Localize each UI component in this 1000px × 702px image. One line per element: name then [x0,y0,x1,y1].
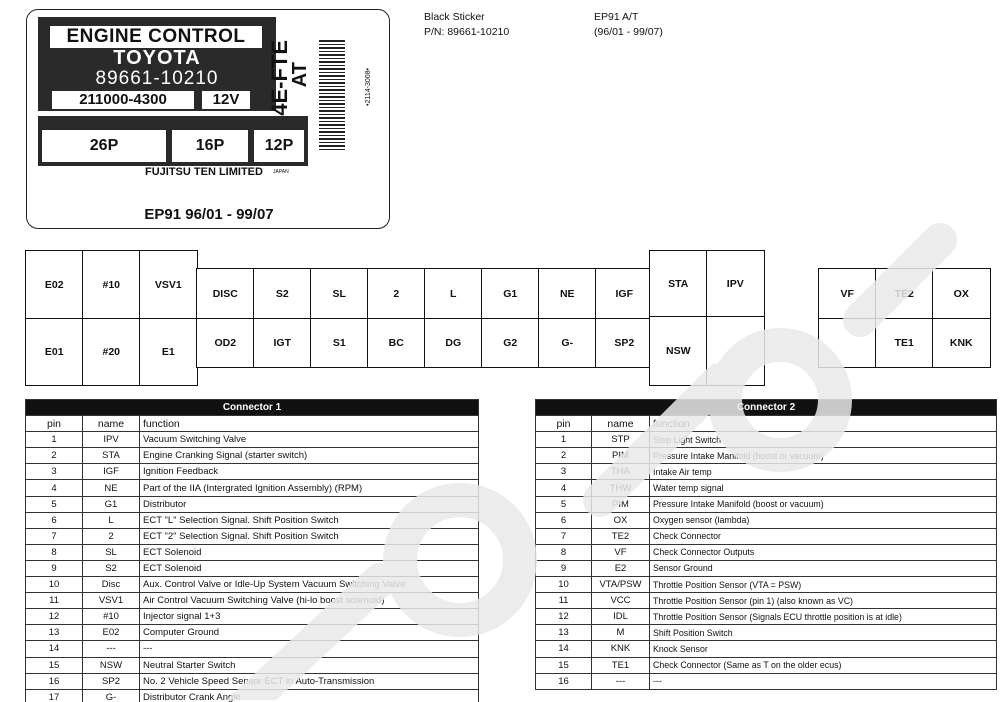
cell-pin: 11 [536,593,592,609]
table-row [536,512,997,528]
info-model: EP91 A/T [594,11,639,23]
cell-pin: 14 [536,641,592,657]
pin-cell: E1 [139,318,198,386]
pin-cell: G1 [481,268,540,320]
pin-cell: IPV [706,250,765,318]
cell-name: G- [83,689,140,702]
cell-name: L [83,512,140,528]
cell-name: VCC [592,593,650,609]
cell-function: Stop Light Switch [650,432,997,448]
cell-name: NE [83,480,140,496]
info-left [424,10,509,40]
cell-name: STA [83,448,140,464]
sticker-maker: FUJITSU TEN LIMITED [145,166,263,178]
pin-cell: S1 [310,318,369,368]
cell-name: IDL [592,609,650,625]
cell-name: THA [592,464,650,480]
table-row [26,480,479,496]
pin-cell: E01 [25,318,84,386]
pin-cell: TE1 [875,318,934,368]
cell-function: Check Connector Outputs [650,544,997,560]
cell-name: --- [83,641,140,657]
pin-cell: DISC [196,268,255,320]
cell-pin: 7 [536,528,592,544]
cell-function: --- [140,641,479,657]
cell-pin: 7 [26,528,83,544]
cell-function: Pressure Intake Manifold (boost or vacuum) [650,496,997,512]
cell-pin: 16 [536,673,592,689]
cell-pin: 12 [26,609,83,625]
cell-function: Throttle Position Sensor (pin 1) (also known as VC) [650,593,997,609]
table-row [536,625,997,641]
cell-name: SP2 [83,673,140,689]
info-years: (96/01 - 99/07) [594,26,663,38]
column-header-name: name [83,416,140,432]
cell-pin: 6 [536,512,592,528]
pin-cell: STA [649,250,708,318]
cell-function: ECT Solenoid [140,544,479,560]
cell-name: VF [592,544,650,560]
table-row [536,560,997,576]
column-header-name: name [592,416,650,432]
cell-function: No. 2 Vehicle Speed Sensor ECT in Auto-Transmission [140,673,479,689]
cell-pin: 10 [26,577,83,593]
info-part-number: P/N: 89661-10210 [424,26,510,38]
cell-name: TE1 [592,657,650,673]
sticker-connector-12p: 12P [254,130,304,162]
sticker-engine-control: ENGINE CONTROL [50,26,262,48]
pin-cell: VSV1 [139,250,198,320]
cell-name: --- [592,673,650,689]
pin-cell: KNK [932,318,991,368]
cell-name: Disc [83,577,140,593]
table-row [26,689,479,702]
cell-name: VTA/PSW [592,577,650,593]
cell-pin: 4 [26,480,83,496]
table-row [536,480,997,496]
table-row [26,577,479,593]
column-header-pin: pin [536,416,592,432]
cell-function: Shift Position Switch [650,625,997,641]
cell-name: STP [592,432,650,448]
cell-name: TE2 [592,528,650,544]
pin-cell: VF [818,268,877,320]
table-row [26,496,479,512]
cell-function: Aux. Control Valve or Idle-Up System Vacuum Switching Valve [140,577,479,593]
sticker-connector-block [38,116,308,166]
cell-function: Distributor [140,496,479,512]
cell-name: PIM [592,496,650,512]
column-header-function: function [140,416,479,432]
cell-pin: 2 [26,448,83,464]
table-row [536,448,997,464]
table-row [26,673,479,689]
cell-pin: 17 [26,689,83,702]
cell-pin: 10 [536,577,592,593]
pin-cell [706,316,765,386]
pin-cell: G2 [481,318,540,368]
cell-function: Check Connector (Same as T on the older ecus) [650,657,997,673]
cell-function: Part of the IIA (Intergrated Ignition Assembly) (RPM) [140,480,479,496]
table-row [536,577,997,593]
pin-cell: NE [538,268,597,320]
cell-function: ECT "L" Selection Signal. Shift Position Switch [140,512,479,528]
pin-cell: BC [367,318,426,368]
sticker-connector-16p: 16P [172,130,248,162]
cell-pin: 13 [536,625,592,641]
cell-pin: 1 [26,432,83,448]
table-row [26,609,479,625]
cell-pin: 9 [536,560,592,576]
table-row [536,609,997,625]
cell-pin: 13 [26,625,83,641]
cell-name: VSV1 [83,593,140,609]
sticker-brand: TOYOTA [113,47,201,69]
sticker-trans: AT [289,62,311,88]
cell-function: Engine Cranking Signal (starter switch) [140,448,479,464]
cell-function: Throttle Position Sensor (Signals ECU throttle position is at idle) [650,609,997,625]
pin-cell: S2 [253,268,312,320]
cell-function: Oxygen sensor (lambda) [650,512,997,528]
table-row [536,432,997,448]
cell-pin: 12 [536,609,592,625]
cell-pin: 8 [536,544,592,560]
cell-name: KNK [592,641,650,657]
table-row [26,448,479,464]
cell-name: M [592,625,650,641]
cell-name: PIM [592,448,650,464]
cell-pin: 3 [536,464,592,480]
cell-name: E2 [592,560,650,576]
cell-name: E02 [83,625,140,641]
cell-pin: 1 [536,432,592,448]
cell-name: OX [592,512,650,528]
pin-cell: #20 [82,318,141,386]
cell-function: --- [650,673,997,689]
table-row [26,544,479,560]
sticker-voltage: 12V [202,91,250,109]
cell-name: #10 [83,609,140,625]
table-row [536,544,997,560]
cell-function: Throttle Position Sensor (VTA = PSW) [650,577,997,593]
cell-name: SL [83,544,140,560]
pin-cell: NSW [649,316,708,386]
cell-pin: 15 [26,657,83,673]
info-sticker-color: Black Sticker [424,11,485,23]
cell-name: S2 [83,560,140,576]
cell-pin: 3 [26,464,83,480]
table-title: Connector 1 [26,400,479,416]
cell-name: THW [592,480,650,496]
ecu-sticker [26,9,390,229]
table-row [536,528,997,544]
table-row [26,512,479,528]
pin-cell: OD2 [196,318,255,368]
cell-name: NSW [83,657,140,673]
table-row [536,464,997,480]
cell-function: Ignition Feedback [140,464,479,480]
cell-function: Vacuum Switching Valve [140,432,479,448]
cell-function: Injector signal 1+3 [140,609,479,625]
cell-pin: 5 [26,496,83,512]
cell-name: G1 [83,496,140,512]
info-right [594,10,663,40]
cell-pin: 11 [26,593,83,609]
cell-pin: 5 [536,496,592,512]
table-row [26,528,479,544]
column-header-function: function [650,416,997,432]
cell-name: IPV [83,432,140,448]
cell-function: Intake Air temp [650,464,997,480]
pin-cell [818,318,877,368]
cell-name: 2 [83,528,140,544]
cell-function: Neutral Starter Switch [140,657,479,673]
table-row [536,657,997,673]
table-row [26,560,479,576]
sticker-serial: •2114-3008• [365,68,372,106]
cell-pin: 9 [26,560,83,576]
pin-cell: SP2 [595,318,654,368]
pin-cell: L [424,268,483,320]
cell-function: Distributor Crank Angle [140,689,479,702]
cell-pin: 16 [26,673,83,689]
pin-cell: IGT [253,318,312,368]
pin-cell: SL [310,268,369,320]
connector-1-table [25,399,479,702]
pin-cell: DG [424,318,483,368]
cell-name: IGF [83,464,140,480]
cell-function: ECT Solenoid [140,560,479,576]
cell-function: Air Control Vacuum Switching Valve (hi-lo boost solenoid) [140,593,479,609]
cell-pin: 15 [536,657,592,673]
cell-function: Computer Ground [140,625,479,641]
cell-pin: 14 [26,641,83,657]
pin-cell: TE2 [875,268,934,320]
barcode-icon [319,40,345,152]
sticker-maker-country: JAPAN [273,169,289,175]
cell-pin: 8 [26,544,83,560]
cell-function: Water temp signal [650,480,997,496]
sticker-connector-26p: 26P [42,130,166,162]
table-row [536,593,997,609]
table-row [26,464,479,480]
cell-pin: 4 [536,480,592,496]
table-row [26,657,479,673]
pin-cell: 2 [367,268,426,320]
table-row [26,625,479,641]
cell-pin: 2 [536,448,592,464]
cell-function: ECT "2" Selection Signal. Shift Position Switch [140,528,479,544]
table-row [26,641,479,657]
cell-function: Pressure Intake Manifold (boost or vacuum) [650,448,997,464]
table-row [26,432,479,448]
sticker-model: EP91 96/01 - 99/07 [144,206,274,223]
pin-cell: E02 [25,250,84,320]
pin-cell: OX [932,268,991,320]
connector-2-table [535,399,997,690]
table-row [536,496,997,512]
table-row [26,593,479,609]
cell-pin: 6 [26,512,83,528]
pin-cell: IGF [595,268,654,320]
cell-function: Knock Sensor [650,641,997,657]
cell-function: Check Connector [650,528,997,544]
pin-cell: G- [538,318,597,368]
sticker-part-number: 89661-10210 [95,68,219,89]
pin-cell: #10 [82,250,141,320]
sticker-engine: 4E-FTE [267,40,292,116]
column-header-pin: pin [26,416,83,432]
sticker-code: 211000-4300 [52,91,194,109]
cell-function: Sensor Ground [650,560,997,576]
table-row [536,673,997,689]
sticker-label-block [38,17,276,111]
table-row [536,641,997,657]
table-title: Connector 2 [536,400,997,416]
